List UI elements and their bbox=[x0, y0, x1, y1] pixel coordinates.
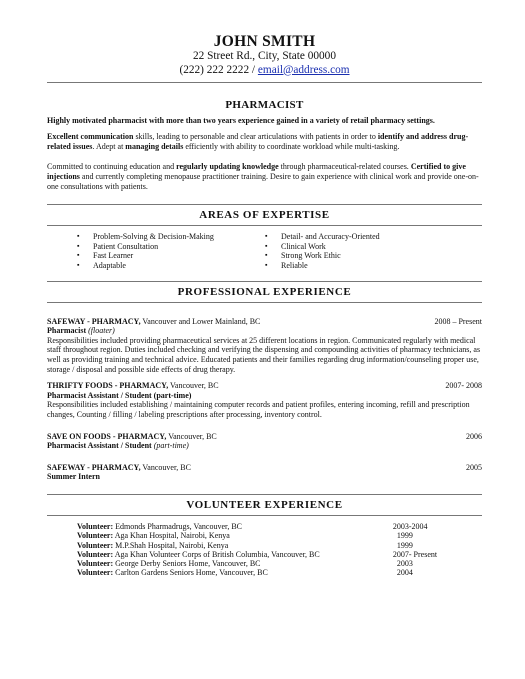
expertise-item: ▪ Clinical Work bbox=[265, 242, 380, 252]
job-dates: 2008 – Present bbox=[434, 316, 482, 326]
job-entry bbox=[47, 463, 482, 482]
expertise-item: ▪ Fast Learner bbox=[77, 251, 265, 261]
objective-title: PHARMACIST bbox=[225, 99, 304, 111]
volunteer-label: Volunteer: bbox=[77, 521, 114, 531]
role: Summer Intern bbox=[47, 472, 100, 482]
summary-paragraph-skills bbox=[47, 132, 482, 152]
expertise-title-underline bbox=[47, 225, 482, 226]
emphasis: Excellent communication bbox=[47, 132, 134, 142]
job-title bbox=[47, 441, 482, 451]
role: Pharmacist Assistant / Student (part-time) bbox=[47, 390, 192, 400]
volunteer-label: Volunteer: bbox=[77, 549, 114, 559]
expertise-item: ▪ Problem-Solving & Decision-Making bbox=[77, 232, 265, 242]
expertise-item: ▪ Strong Work Ethic bbox=[265, 251, 380, 261]
summary-lead: Highly motivated pharmacist with more than two years experience gained in a variety of retail pharmacy settings. bbox=[47, 116, 435, 125]
org-name: Edmonds Pharmadrugs, Vancouver, BC bbox=[113, 521, 243, 531]
job-header bbox=[47, 463, 482, 473]
text: and currently completing menopause practitioner training. Desire to gain experience with clinical work and provide one-on-one consultations with patients. bbox=[47, 171, 479, 192]
candidate-name: JOHN SMITH bbox=[213, 33, 316, 50]
org-name: M.P.Shah Hospital, Nairobi, Kenya bbox=[113, 540, 229, 550]
employer-location: Vancouver, BC bbox=[140, 462, 191, 472]
volunteer-org bbox=[77, 550, 393, 559]
volunteer-year: 1999 bbox=[396, 540, 413, 550]
experience-title-underline bbox=[47, 302, 482, 303]
job-dates: 2005 bbox=[466, 462, 482, 472]
volunteer-label: Volunteer: bbox=[77, 568, 114, 578]
summary-paragraph-education bbox=[47, 162, 482, 193]
volunteer-item bbox=[77, 522, 482, 531]
volunteer-item bbox=[77, 531, 482, 540]
volunteer-label: Volunteer: bbox=[77, 540, 114, 550]
org-name: George Derby Seniors Home, Vancouver, BC bbox=[113, 559, 261, 569]
org-name: Aga Khan Volunteer Corps of British Columbia, Vancouver, BC bbox=[113, 549, 320, 559]
candidate-phone: (222) 222 2222 / bbox=[179, 63, 258, 76]
job-employer bbox=[47, 381, 219, 391]
job-description: Responsibilities included providing pharmaceutical services at 25 different locations in region. Communicated regularly with medical staff throughout region. Duties included checking and verifying the dispensing and compounding activities of pharmacy technicians, as well as providing training and technical advice. Educated patients and their families regarding drug information/counseling proper use, storage / disposal and possible side effects of drug therapy. bbox=[47, 335, 481, 374]
employer-location: Vancouver, BC bbox=[166, 431, 217, 441]
expertise-item: ▪ Detail- and Accuracy-Oriented bbox=[265, 232, 380, 242]
employer-location: Vancouver and Lower Mainland, BC bbox=[140, 316, 261, 326]
volunteer-divider bbox=[47, 494, 482, 495]
job-dates: 2007- 2008 bbox=[445, 381, 482, 391]
volunteer-title: VOLUNTEER EXPERIENCE bbox=[186, 498, 343, 511]
candidate-address: 22 Street Rd., City, State 00000 bbox=[193, 50, 336, 62]
job-employer bbox=[47, 432, 217, 442]
job-description: Responsibilities included establishing / maintaining computer records and patient profiles, entering incoming, refill and prescription changes, Counting / filling / labeling prescriptions after processing, inventory control. bbox=[47, 400, 470, 419]
employer-name: SAFEWAY - PHARMACY, bbox=[47, 316, 141, 326]
volunteer-org bbox=[77, 541, 379, 550]
job-entry bbox=[47, 317, 482, 375]
role: Pharmacist Assistant / Student bbox=[47, 441, 152, 451]
volunteer-item bbox=[77, 550, 482, 559]
candidate-contact bbox=[47, 64, 482, 78]
summary-line bbox=[47, 116, 482, 126]
expertise-list bbox=[47, 232, 482, 270]
text: . Adept at bbox=[92, 142, 126, 152]
job-dates: 2006 bbox=[466, 431, 482, 441]
expertise-item: ▪ Adaptable bbox=[77, 261, 265, 271]
volunteer-org bbox=[77, 559, 379, 568]
role: Pharmacist bbox=[47, 326, 87, 336]
volunteer-year: 1999 bbox=[396, 531, 413, 541]
emphasis: regularly updating knowledge bbox=[176, 161, 279, 171]
experience-title: PROFESSIONAL EXPERIENCE bbox=[177, 285, 352, 298]
text: through pharmaceutical-related courses. bbox=[278, 161, 411, 171]
volunteer-item bbox=[77, 559, 482, 568]
volunteer-year: 2003-2004 bbox=[392, 521, 428, 531]
employer-location: Vancouver, BC bbox=[168, 381, 219, 391]
volunteer-item bbox=[77, 568, 482, 577]
volunteer-label: Volunteer: bbox=[77, 559, 114, 569]
expertise-right-column bbox=[265, 232, 380, 270]
expertise-item: ▪ Reliable bbox=[265, 261, 380, 271]
job-header bbox=[47, 381, 482, 391]
employer-name: SAFEWAY - PHARMACY, bbox=[47, 462, 141, 472]
emphasis: Certified to give injections bbox=[47, 161, 466, 181]
volunteer-org bbox=[77, 522, 393, 531]
text: Committed to continuing education and bbox=[47, 161, 177, 171]
volunteer-item bbox=[77, 541, 482, 550]
role-note: (part-time) bbox=[151, 441, 189, 451]
job-header bbox=[47, 432, 482, 442]
job-entry bbox=[47, 432, 482, 451]
email-link[interactable]: email@address.com bbox=[257, 63, 350, 76]
volunteer-title-underline bbox=[47, 515, 482, 516]
text: skills, leading to personable and clear articulations with patients in order to bbox=[133, 132, 378, 142]
job-title bbox=[47, 326, 482, 336]
job-entry bbox=[47, 381, 482, 419]
volunteer-year: 2007- Present bbox=[392, 549, 438, 559]
text: efficiently with ability to coordinate workload while multi-tasking. bbox=[183, 142, 400, 152]
org-name: Carlton Gardens Seniors Home, Vancouver, BC bbox=[113, 568, 268, 578]
volunteer-year: 2004 bbox=[396, 568, 413, 578]
volunteer-org bbox=[77, 568, 379, 577]
expertise-title: AREAS OF EXPERTISE bbox=[199, 209, 330, 222]
volunteer-list bbox=[77, 522, 482, 578]
header-divider bbox=[47, 82, 482, 83]
emphasis: managing details bbox=[125, 142, 184, 152]
employer-name: THRIFTY FOODS - PHARMACY, bbox=[47, 381, 169, 391]
org-name: Aga Khan Hospital, Nairobi, Kenya bbox=[113, 531, 230, 541]
emphasis: identify and address drug-related issues bbox=[47, 132, 469, 152]
expertise-item: ▪ Patient Consultation bbox=[77, 242, 265, 252]
job-header bbox=[47, 317, 482, 327]
volunteer-year: 2003 bbox=[396, 559, 413, 569]
employer-name: SAVE ON FOODS - PHARMACY, bbox=[47, 431, 167, 441]
job-employer bbox=[47, 463, 191, 473]
role-note: (floater) bbox=[86, 326, 115, 336]
resume-header bbox=[47, 0, 482, 77]
volunteer-label: Volunteer: bbox=[77, 531, 114, 541]
expertise-left-column bbox=[77, 232, 265, 270]
experience-divider bbox=[47, 281, 482, 282]
expertise-divider bbox=[47, 204, 482, 205]
job-title bbox=[47, 391, 482, 401]
volunteer-org bbox=[77, 531, 379, 540]
job-employer bbox=[47, 317, 260, 327]
job-title bbox=[47, 472, 482, 482]
